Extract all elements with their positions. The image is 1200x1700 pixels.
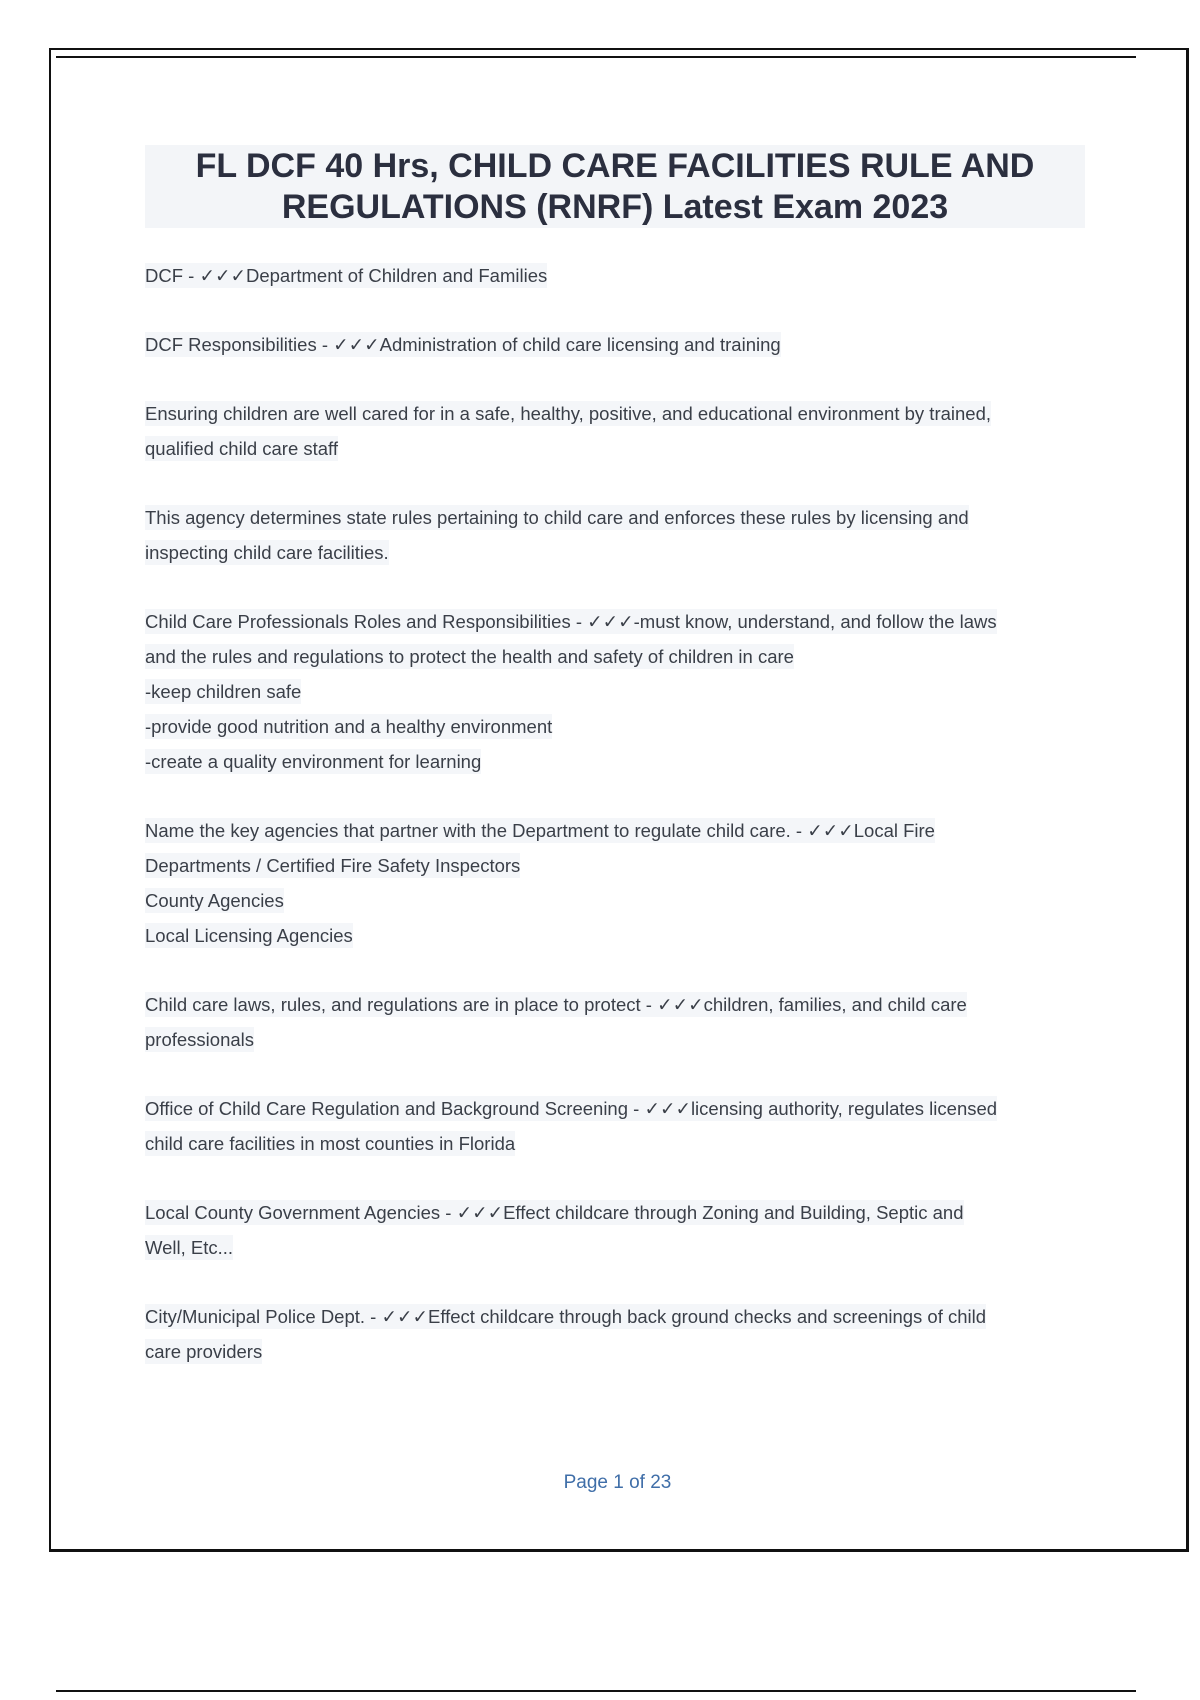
flashcard-entry xyxy=(145,987,1095,1057)
entry-line: Child care laws, rules, and regulations are in place to protect - ✓✓✓children, families, and child care xyxy=(145,994,967,1015)
entry-line: Well, Etc... xyxy=(145,1237,234,1258)
entry-line: -provide good nutrition and a healthy environment xyxy=(145,716,553,737)
document-title xyxy=(145,145,1085,228)
entry-line: professionals xyxy=(145,1029,255,1050)
flashcard-entry xyxy=(145,1195,1095,1265)
bottom-rule xyxy=(56,1690,1136,1692)
entry-line: Local Licensing Agencies xyxy=(145,925,353,946)
flashcard-list xyxy=(145,258,1095,1403)
flashcard-entry xyxy=(145,500,1095,570)
entry-line: DCF - ✓✓✓Department of Children and Families xyxy=(145,265,548,286)
entry-line: inspecting child care facilities. xyxy=(145,542,389,563)
entry-line: City/Municipal Police Dept. - ✓✓✓Effect childcare through back ground checks and screenings of child xyxy=(145,1306,987,1327)
entry-line: Departments / Certified Fire Safety Inspectors xyxy=(145,855,521,876)
entry-line: -keep children safe xyxy=(145,681,302,702)
flashcard-entry xyxy=(145,604,1095,779)
top-rule xyxy=(56,56,1136,58)
entry-line: Office of Child Care Regulation and Background Screening - ✓✓✓licensing authority, regulates licensed xyxy=(145,1098,998,1119)
entry-line: -create a quality environment for learning xyxy=(145,751,482,772)
entry-line: DCF Responsibilities - ✓✓✓Administration of child care licensing and training xyxy=(145,334,781,355)
entry-line: child care facilities in most counties in Florida xyxy=(145,1133,516,1154)
entry-line: County Agencies xyxy=(145,890,284,911)
flashcard-entry xyxy=(145,396,1095,466)
page-number: Page 1 of 23 xyxy=(563,1472,672,1493)
flashcard-entry xyxy=(145,1091,1095,1161)
entry-line: qualified child care staff xyxy=(145,438,338,459)
flashcard-entry xyxy=(145,813,1095,953)
entry-line: care providers xyxy=(145,1341,263,1362)
flashcard-entry xyxy=(145,258,1095,293)
flashcard-entry xyxy=(145,1299,1095,1369)
entry-line: and the rules and regulations to protect the health and safety of children in care xyxy=(145,646,794,667)
title-line-2: REGULATIONS (RNRF) Latest Exam 2023 xyxy=(281,188,949,226)
entry-line: This agency determines state rules pertaining to child care and enforces these rules by licensing and xyxy=(145,507,969,528)
entry-line: Name the key agencies that partner with the Department to regulate child care. - ✓✓✓Local Fire xyxy=(145,820,935,841)
entry-line: Child Care Professionals Roles and Responsibilities - ✓✓✓-must know, understand, and follow the laws xyxy=(145,611,997,632)
entry-line: Local County Government Agencies - ✓✓✓Effect childcare through Zoning and Building, Septic and xyxy=(145,1202,964,1223)
flashcard-entry xyxy=(145,327,1095,362)
entry-line: Ensuring children are well cared for in a safe, healthy, positive, and educational environment by trained, xyxy=(145,403,992,424)
title-line-1: FL DCF 40 Hrs, CHILD CARE FACILITIES RULE AND xyxy=(195,147,1035,185)
